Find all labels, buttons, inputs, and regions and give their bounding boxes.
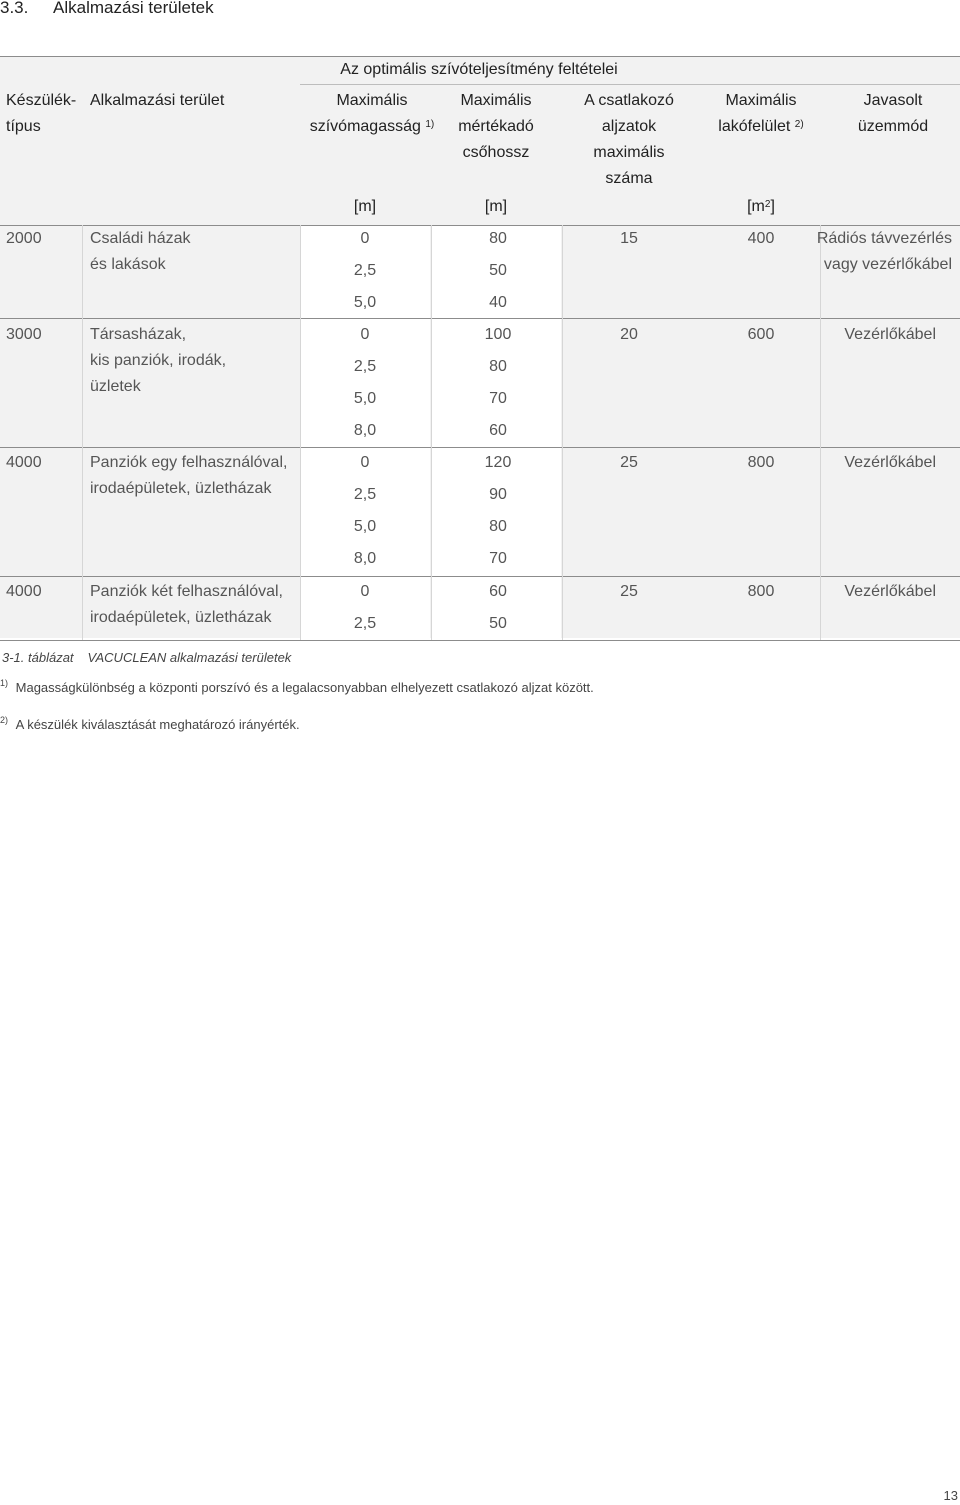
- table-caption-label: 3-1. táblázat: [2, 650, 74, 665]
- cell-device-type: 2000: [6, 230, 42, 247]
- cell-pipe-length: 50: [489, 615, 507, 632]
- cell-floor-area: 800: [747, 583, 775, 600]
- footnote: [0, 680, 594, 695]
- footnote-text: A készülék kiválasztását meghatározó irányérték.: [15, 717, 300, 732]
- section-title-text: Alkalmazási területek: [53, 0, 214, 17]
- table-rule: [0, 447, 960, 448]
- header-max-sockets: A csatlakozó aljzatok maximális száma: [584, 92, 674, 187]
- footnote: [0, 717, 300, 732]
- table-rule: [300, 84, 960, 85]
- cell-suction-height: 5,0: [353, 390, 377, 407]
- cell-mode: Vezérlőkábel: [844, 454, 936, 471]
- cell-suction-height: 2,5: [353, 358, 377, 375]
- table-rule: [0, 576, 960, 577]
- table-column-divider: [820, 225, 821, 640]
- footnote-mark: 2): [0, 715, 9, 725]
- table-caption: [2, 650, 291, 665]
- cell-floor-area: 400: [747, 230, 775, 247]
- cell-sockets: 25: [620, 583, 638, 600]
- header-max-pipe-length: Maximális mértékadó csőhossz: [458, 92, 534, 161]
- cell-application-area: Panziók egy felhasználóval, irodaépületek, üzletházak: [90, 454, 288, 497]
- cell-application-area: Panziók két felhasználóval, irodaépületek, üzletházak: [90, 583, 283, 626]
- cell-suction-height: 0: [360, 454, 370, 471]
- section-title: [0, 0, 600, 22]
- table-column-divider: [300, 225, 301, 640]
- cell-application-area: Családi házak és lakások: [90, 230, 191, 273]
- table-column-divider: [431, 225, 432, 640]
- cell-mode: Vezérlőkábel: [844, 326, 936, 343]
- cell-pipe-length: 40: [489, 294, 507, 311]
- cell-suction-height: 2,5: [353, 486, 377, 503]
- cell-pipe-length: 100: [484, 326, 512, 343]
- cell-pipe-length: 50: [489, 262, 507, 279]
- footnote-mark: 1): [0, 678, 9, 688]
- cell-device-type: 4000: [6, 454, 42, 471]
- cell-suction-height: 0: [360, 230, 370, 247]
- cell-pipe-length: 60: [489, 583, 507, 600]
- cell-device-type: 4000: [6, 583, 42, 600]
- cell-application-area: Társasházak, kis panziók, irodák, üzletek: [90, 326, 227, 395]
- cell-mode: Vezérlőkábel: [844, 583, 936, 600]
- cell-pipe-length: 70: [489, 390, 507, 407]
- cell-pipe-length: 70: [489, 550, 507, 567]
- cell-suction-height: 5,0: [353, 518, 377, 535]
- cell-floor-area: 600: [747, 326, 775, 343]
- header-floor-unit: $[m^2]$: [747, 198, 775, 215]
- header-height-unit: [m]: [353, 198, 377, 215]
- cell-pipe-length: 60: [489, 422, 507, 439]
- cell-pipe-length: 80: [489, 358, 507, 375]
- table-rule: [0, 640, 960, 641]
- cell-suction-height: 0: [360, 326, 370, 343]
- cell-suction-height: 0: [360, 583, 370, 600]
- header-device-type: Készülék- típus: [6, 92, 77, 135]
- cell-sockets: 25: [620, 454, 638, 471]
- cell-floor-area: 800: [747, 454, 775, 471]
- header-application-area: Alkalmazási terület: [90, 92, 225, 109]
- cell-pipe-length: 90: [489, 486, 507, 503]
- section-number: 3.3.: [0, 0, 29, 17]
- page-number: 13: [943, 1488, 958, 1503]
- cell-device-type: 3000: [6, 326, 42, 343]
- header-pipe-unit: [m]: [484, 198, 508, 215]
- cell-mode: Rádiós távvezérlés vagy vezérlőkábel: [816, 230, 952, 273]
- cell-suction-height: 8,0: [353, 422, 377, 439]
- table-caption-text: VACUCLEAN alkalmazási területek: [87, 650, 292, 665]
- table-column-divider: [82, 225, 83, 640]
- cell-suction-height: 2,5: [353, 615, 377, 632]
- cell-suction-height: 2,5: [353, 262, 377, 279]
- cell-pipe-length: 80: [489, 518, 507, 535]
- cell-pipe-length: 120: [484, 454, 512, 471]
- header-max-floor-area: Maximális lakófelület $^{2)}$: [718, 92, 804, 135]
- group-header: Az optimális szívóteljesítmény feltételei: [340, 61, 618, 78]
- table-column-divider: [562, 225, 563, 640]
- header-max-suction-height: Maximális szívómagasság $^{1)}$: [309, 92, 435, 135]
- cell-sockets: 20: [620, 326, 638, 343]
- cell-suction-height: 8,0: [353, 550, 377, 567]
- cell-suction-height: 5,0: [353, 294, 377, 311]
- header-recommended-mode: Javasolt üzemmód: [857, 92, 929, 135]
- cell-pipe-length: 80: [489, 230, 507, 247]
- cell-sockets: 15: [620, 230, 638, 247]
- table-rule: [0, 318, 960, 319]
- footnote-text: Magasságkülönbség a központi porszívó és a legalacsonyabban elhelyezett csatlakozó aljzat között.: [15, 680, 594, 695]
